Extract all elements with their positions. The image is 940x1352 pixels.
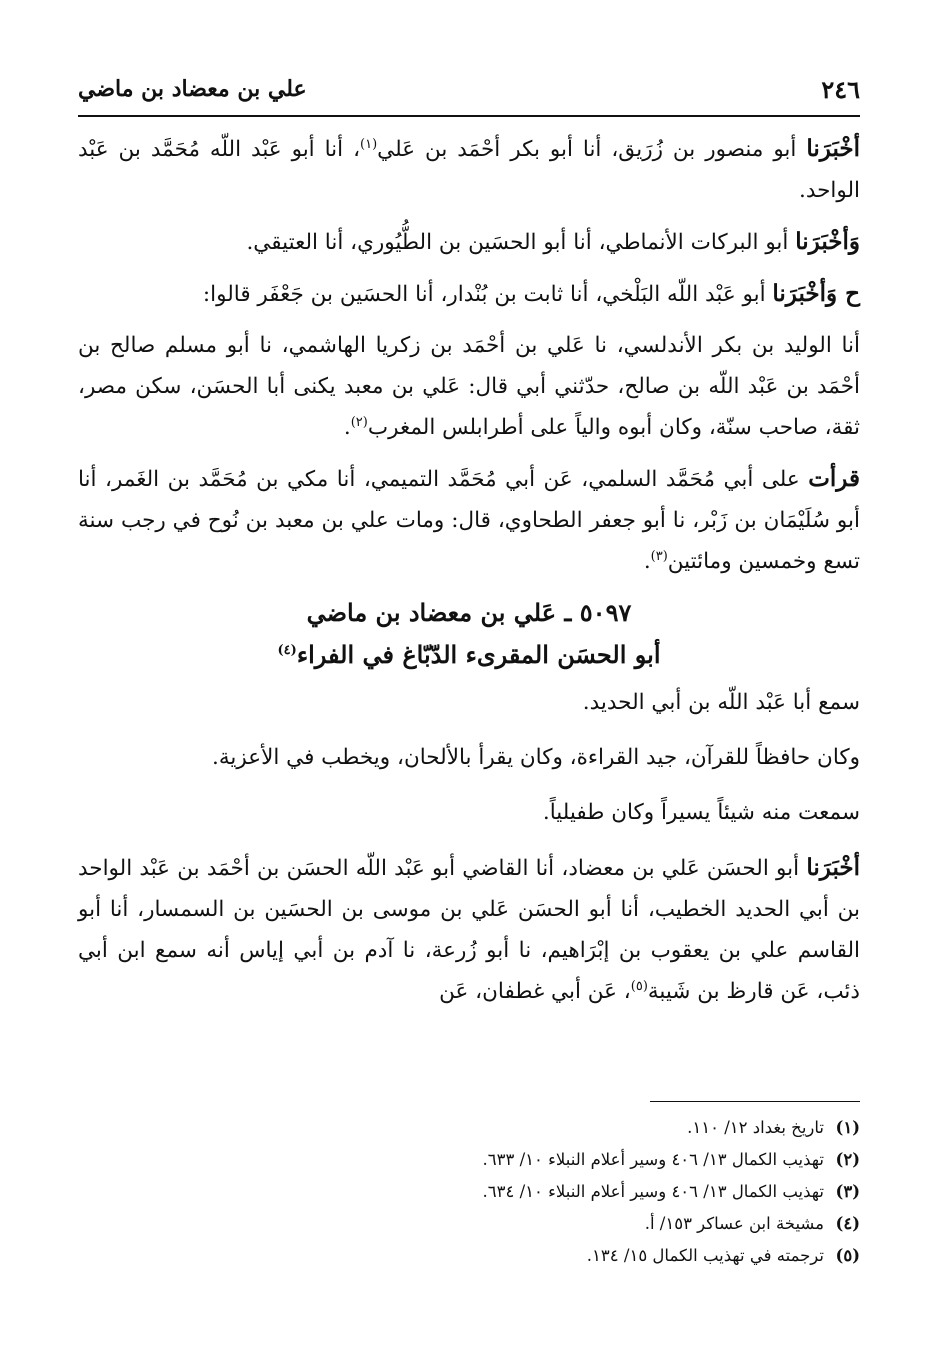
- paragraph-rest: .: [343, 415, 351, 440]
- footnote-ref[interactable]: (٤): [277, 643, 297, 658]
- paragraph-4: [78, 325, 860, 448]
- paragraph-lead: أخْبَرَنا: [806, 135, 860, 162]
- paragraph-rest: ، أنا أبو عَبْد اللّه مُحَمَّد بن عَبْد الواحد.: [78, 137, 860, 203]
- paragraph-text: أبو الحسَن عَلي بن معضاد، أنا القاضي أبو عَبْد اللّه الحسَن بن أحْمَد بن عَبْد الواحد بن أبي الحديد الخطيب، أنا أبو الحسَن عَلي بن موسى بن الحسَين بن السمسار، أنا أبو القاسم علي بن يعقوب بن إبْرَاهيم، نا أبو زُرعة، نا آدم بن أبي إياس أنه سمع ابن أبي ذئب، عَن قارظ بن شَيبة: [78, 856, 860, 1004]
- footnote: [78, 1208, 860, 1240]
- footnote-number: (٢): [835, 1150, 860, 1169]
- footnote-text: ترجمته في تهذيب الكمال ١٥/ ١٣٤.: [586, 1246, 824, 1265]
- footnote-number: (٥): [835, 1246, 860, 1265]
- footnote: [78, 1112, 860, 1144]
- paragraph-2: [78, 221, 860, 263]
- paragraph-lead: وَأخْبَرَنا: [795, 228, 860, 255]
- footnote-number: (٤): [835, 1214, 860, 1233]
- footnote-text: تهذيب الكمال ١٣/ ٤٠٦ وسير أعلام النبلاء ١٠/ ٦٣٤.: [482, 1182, 824, 1201]
- paragraph-lead: قرأت: [808, 465, 860, 492]
- paragraph-lead: أخْبَرَنا: [806, 854, 860, 881]
- footnote-number: (٣): [835, 1182, 860, 1201]
- paragraph-text: أبو البركات الأنماطي، أنا أبو الحسَين بن الطُّيُوري، أنا العتيقي.: [246, 230, 796, 255]
- paragraph-6: [78, 847, 860, 1012]
- short-line-2: وكان حافظاً للقرآن، جيد القراءة، وكان يقرأ بالألحان، ويخطب في الأعزية.: [212, 745, 860, 770]
- page-header: [78, 70, 860, 108]
- entry-heading: [78, 592, 860, 676]
- footnote: [78, 1144, 860, 1176]
- paragraph-1: [78, 128, 860, 211]
- entry-title: ٥٠٩٧ ـ عَلي بن معضاد بن ماضي: [306, 598, 632, 627]
- paragraph-text: على أبي مُحَمَّد السلمي، عَن أبي مُحَمَّد التميمي، أنا مكي بن مُحَمَّد بن الغَمر، أنا أبو سُلَيْمَان بن زَبْر، نا أبو جعفر الطحاوي، قال: ومات علي بن معبد بن نُوح في رجب سنة تسع وخمسين ومائتين: [78, 467, 860, 574]
- footnote-text: تاريخ بغداد ١٢/ ١١٠.: [687, 1118, 824, 1137]
- entry-subtitle-text: أبو الحسَن المقرىء الدّبّاغ في الفراء: [296, 640, 661, 669]
- footnote-rule: [650, 1101, 860, 1102]
- footnote: [78, 1176, 860, 1208]
- footnote-number: (١): [835, 1118, 860, 1137]
- paragraph-3: [78, 273, 860, 315]
- footnote-text: تهذيب الكمال ١٣/ ٤٠٦ وسير أعلام النبلاء ١٠/ ٦٣٣.: [482, 1150, 824, 1169]
- header-rule: [78, 115, 860, 117]
- short-line-1: سمع أبا عَبْد اللّه بن أبي الحديد.: [582, 690, 860, 715]
- entry-subtitle: [78, 634, 860, 676]
- paragraph-text: أبو منصور بن زُرَيق، أنا أبو بكر أحْمَد بن عَلي: [377, 137, 807, 162]
- paragraph-text: أنا الوليد بن بكر الأندلسي، نا عَلي بن أحْمَد بن زكريا الهاشمي، نا أبو مسلم صالح بن أحْمَد بن عَبْد اللّه بن صالح، حدّثني أبي قال: عَلي بن معبد يكنى أبا الحسَن، سكن مصر، ثقة، صاحب سنّة، وكان أبوه والياً على أطرابلس المغرب: [78, 333, 860, 440]
- footnote: [78, 1240, 860, 1272]
- footnotes: [78, 1112, 860, 1272]
- short-line-3: سمعت منه شيئاً يسيراً وكان طفيلياً.: [542, 800, 860, 825]
- running-title: علي بن معضاد بن ماضي: [78, 76, 307, 102]
- paragraph-rest: .: [643, 549, 651, 574]
- footnote-ref[interactable]: (٢): [350, 414, 368, 430]
- footnote-ref[interactable]: (١): [360, 136, 378, 152]
- main-text: [78, 128, 860, 1022]
- footnote-ref[interactable]: (٥): [630, 978, 648, 994]
- paragraph-text: أبو عَبْد اللّه البَلْخي، أنا ثابت بن بُنْدار، أنا الحسَين بن جَعْفَر قالوا:: [202, 282, 773, 307]
- footnote-ref[interactable]: (٣): [650, 548, 668, 564]
- paragraph-5: [78, 458, 860, 582]
- footnote-text: مشيخة ابن عساكر ١٥٣/ أ.: [644, 1214, 824, 1233]
- paragraph-lead: ح وَأخْبَرَنا: [772, 280, 860, 307]
- paragraph-rest: ، عَن أبي غطفان، عَن: [439, 979, 631, 1004]
- page-number: ٢٤٦: [821, 74, 860, 104]
